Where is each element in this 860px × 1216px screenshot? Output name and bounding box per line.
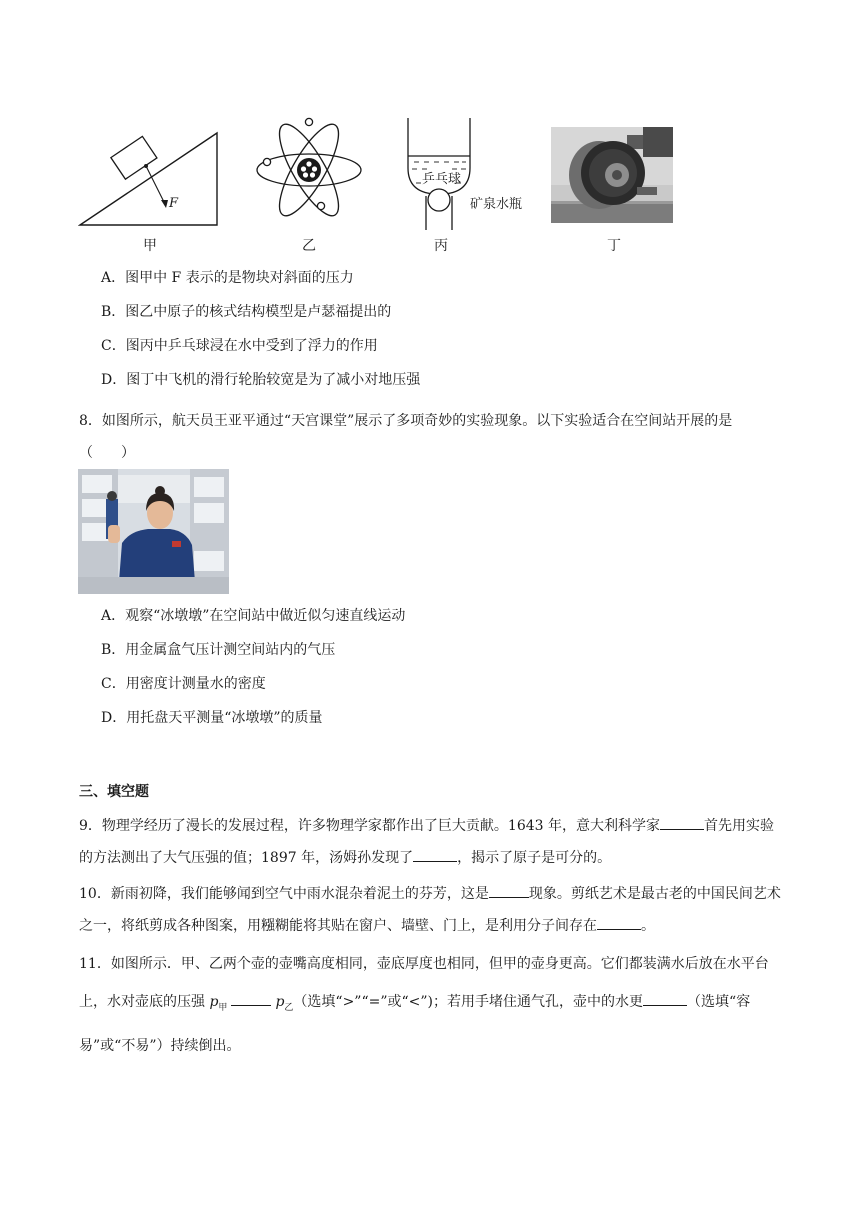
q10-part2: 现象。剪纸艺术是最古老的中国民间艺术之一，将纸剪成各种图案，用糨糊能将其贴在窗户、墙壁、门上，是利用分子间存在	[79, 886, 781, 934]
figure-incline	[78, 128, 220, 228]
q9-text	[79, 810, 782, 874]
force-label: F	[169, 196, 179, 211]
q8-option-c: C．用密度计测量水的密度	[101, 676, 266, 692]
q8-option-b: B．用金属盒气压计测空间站内的气压	[101, 642, 336, 658]
q8-stem	[79, 405, 782, 469]
q11-pressure-a-sub: 甲	[218, 1002, 228, 1013]
section-title: 三、填空题	[79, 784, 149, 800]
caption-bing: 丙	[434, 238, 448, 254]
q11-pressure-a: p	[209, 994, 219, 1010]
bottle-label: 矿泉水瓶	[470, 197, 523, 212]
figure-tire-photo	[551, 127, 673, 223]
q7-option-a: A．图甲中 F 表示的是物块对斜面的压力	[101, 270, 354, 286]
q9-part3: ，揭示了原子是可分的。	[457, 850, 612, 866]
q10-part3: 。	[641, 918, 655, 934]
q8-option-a: A．观察“冰墩墩”在空间站中做近似匀速直线运动	[101, 608, 406, 624]
q11-pressure-b-sub: 乙	[284, 1002, 294, 1013]
caption-jia: 甲	[143, 238, 157, 254]
ball-label: 乒乓球	[422, 172, 462, 187]
q7-option-b: B．图乙中原子的核式结构模型是卢瑟福提出的	[101, 304, 392, 320]
q11-text	[79, 945, 782, 1065]
figure-pingpong	[404, 116, 540, 232]
q10-blank-1	[489, 883, 529, 898]
q11-blank-2	[643, 991, 687, 1006]
q9-part1: 9．物理学经历了漫长的发展过程，许多物理学家都作出了巨大贡献。1643 年，意大利科学家	[79, 818, 660, 834]
q9-blank-2	[413, 847, 457, 862]
q11-pressure-b: p	[275, 994, 285, 1010]
q9-blank-1	[660, 815, 704, 830]
q8-option-d: D．用托盘天平测量“冰墩墩”的质量	[101, 710, 323, 726]
q7-option-c: C．图丙中乒乓球浸在水中受到了浮力的作用	[101, 338, 378, 354]
q11-part3: （选填“容易”或“不易”）持续倒出。	[79, 994, 751, 1054]
q8-stem-text: 8．如图所示，航天员王亚平通过“天宫课堂”展示了多项奇妙的实验现象。以下实验适合在空间站开展的是	[79, 413, 733, 429]
q10-text	[79, 878, 782, 942]
figure-atom	[254, 108, 364, 232]
q11-part1: 11．如图所示．甲、乙两个壶的壶嘴高度相同，壶底厚度也相同，但甲的壶身更高。它们都装满水后放在水平台上，水对壶底的压强	[79, 956, 769, 1010]
q9-part2: 首先用实验的方法测出了大气压强的值；1897 年，汤姆孙发现了	[79, 818, 774, 866]
q7-option-d: D．图丁中飞机的滑行轮胎较宽是为了减小对地压强	[101, 372, 421, 388]
caption-ding: 丁	[607, 238, 621, 254]
q8-answer-paren: （ ）	[79, 445, 135, 461]
q10-blank-2	[597, 915, 641, 930]
q10-part1: 10．新雨初降，我们能够闻到空气中雨水混杂着泥土的芬芳，这是	[79, 886, 489, 902]
caption-yi: 乙	[302, 238, 316, 254]
q11-part2: （选填“>”“=”或“<”)；若用手堵住通气孔，壶中的水更	[293, 994, 644, 1010]
q11-blank-1	[231, 991, 271, 1006]
figure-astronaut-photo	[78, 469, 229, 594]
